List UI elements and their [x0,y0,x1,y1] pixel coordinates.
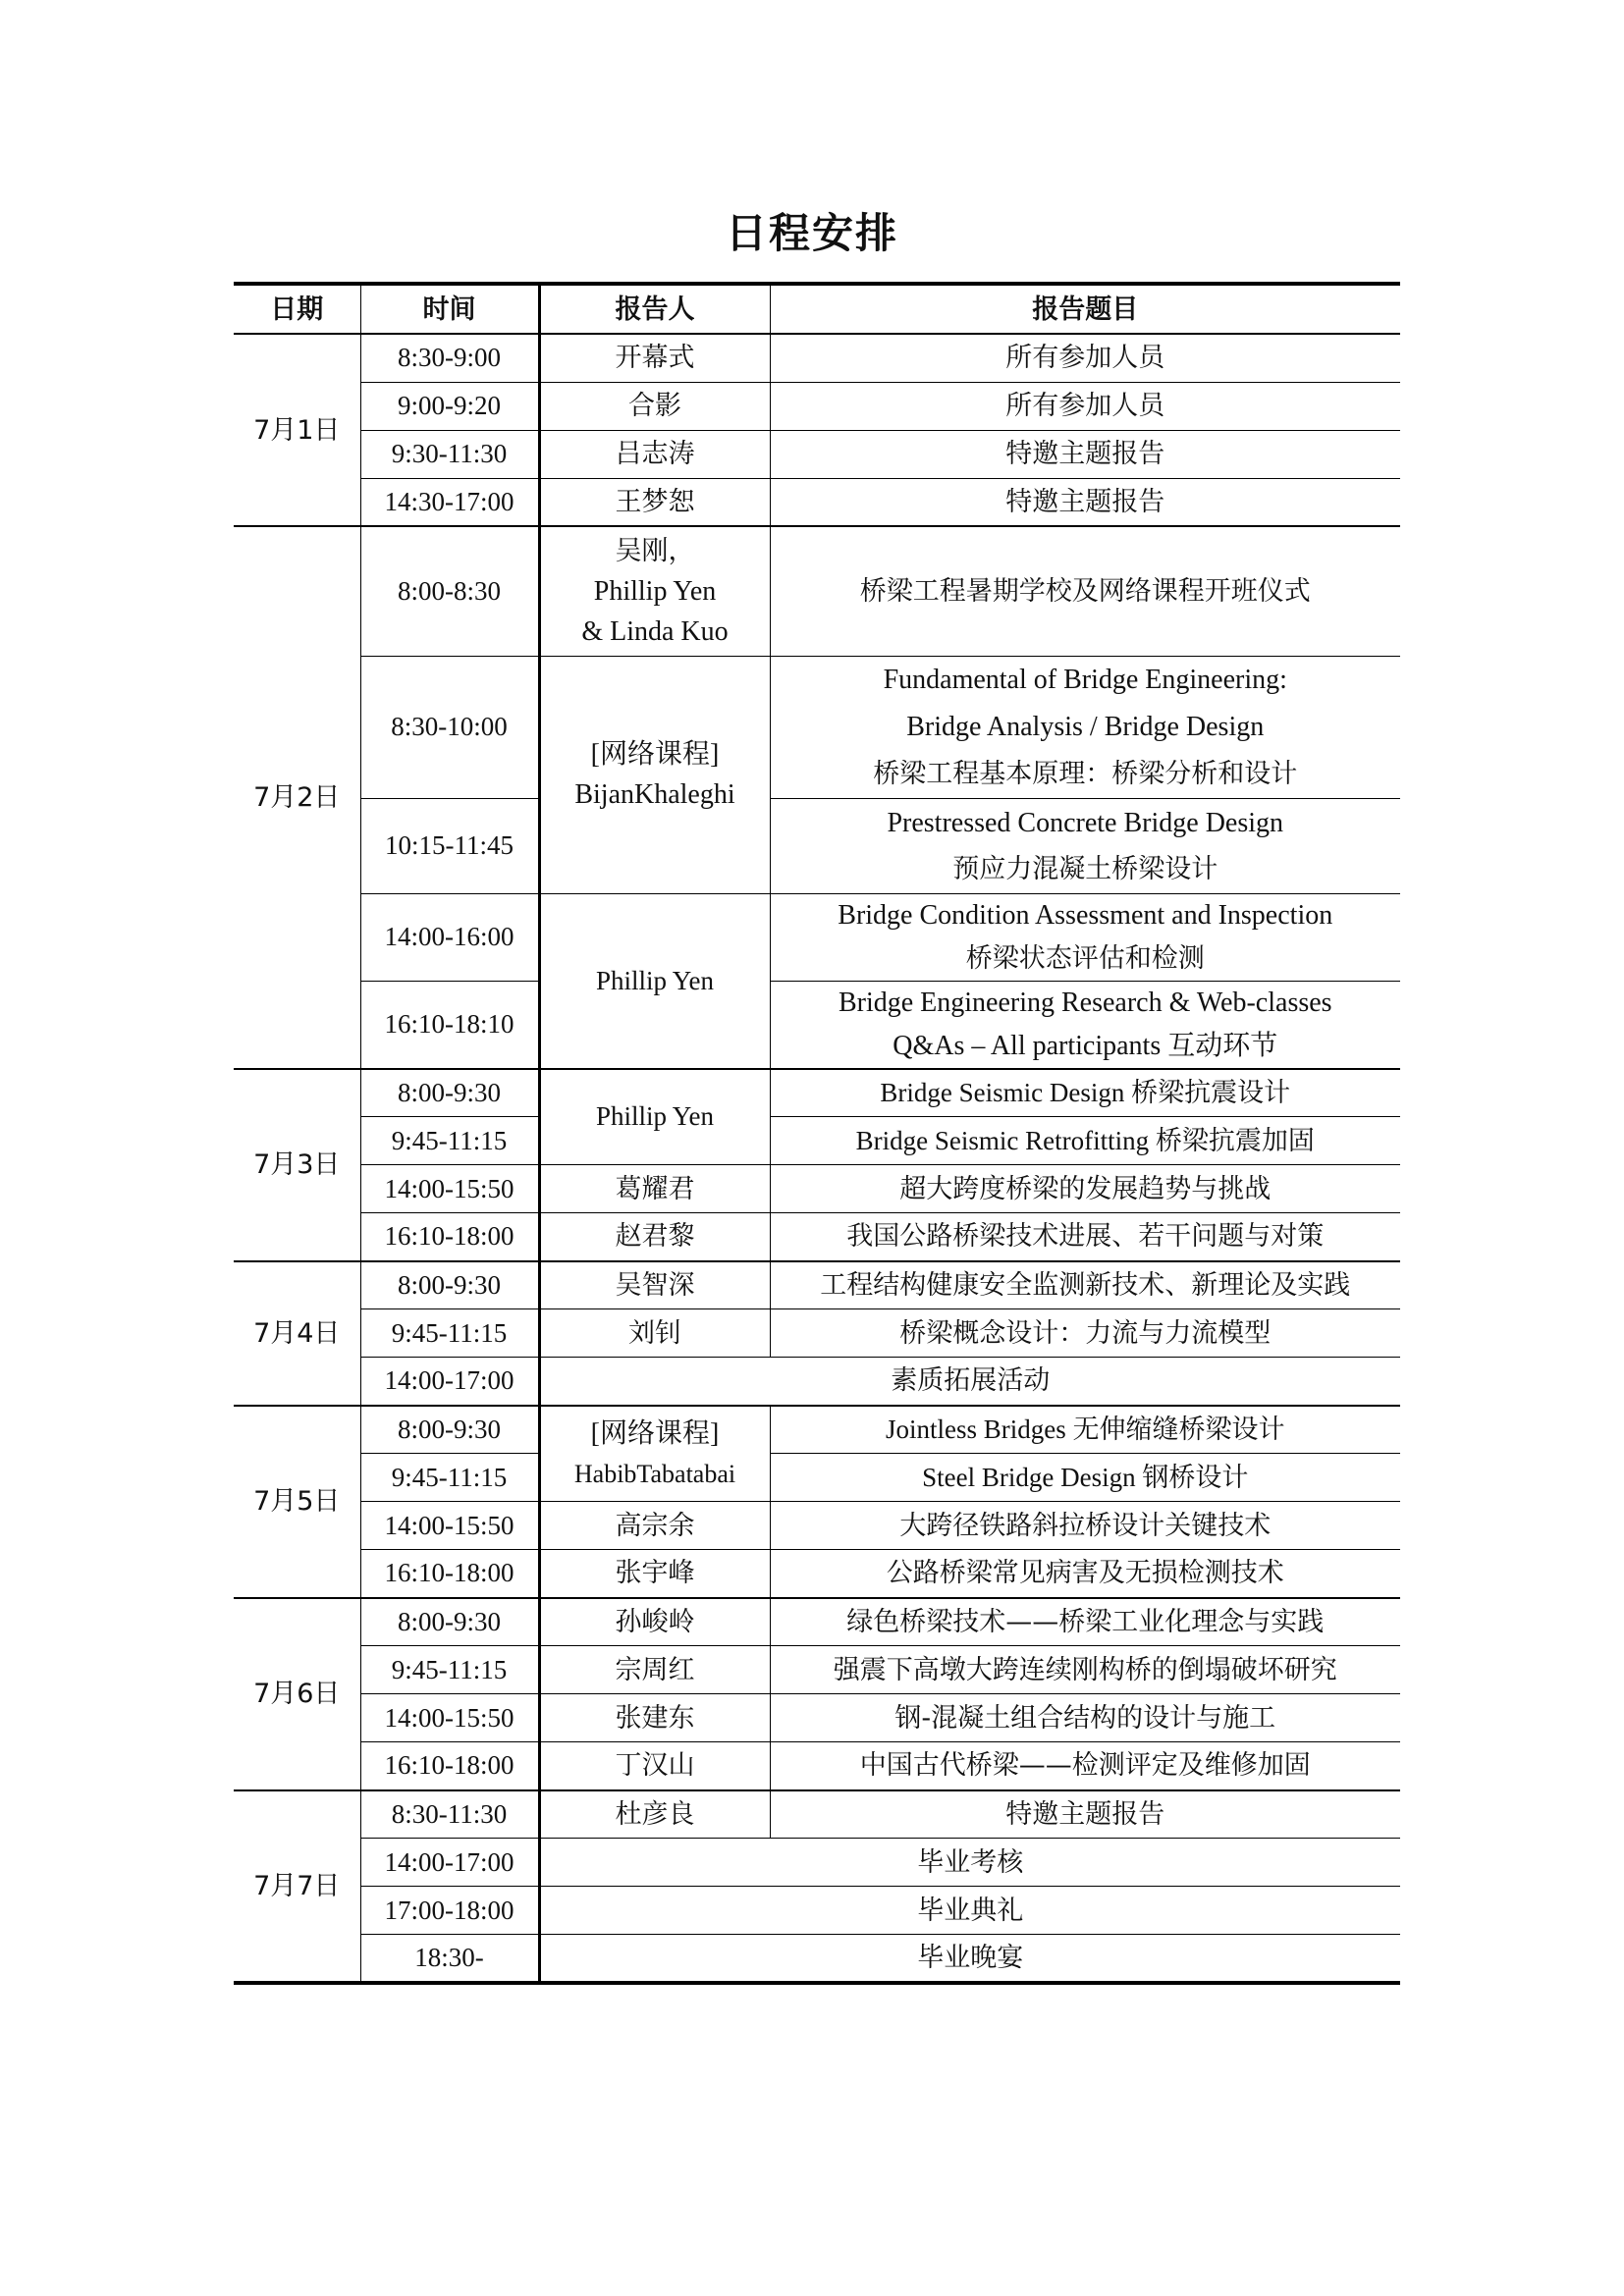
speaker-line: & Linda Kuo [581,615,729,647]
table-row [234,1550,1400,1598]
table-row [234,798,1400,893]
topic-cell: 桥梁工程暑期学校及网络课程开班仪式 [770,526,1400,656]
time-cell: 18:30- [360,1935,539,1983]
activity-cell: 素质拓展活动 [539,1358,1400,1406]
page-title: 日程安排 [725,209,898,257]
speaker-cell: Phillip Yen [539,1069,770,1165]
time-cell: 14:30-17:00 [360,478,539,526]
speaker-cell: 合影 [539,382,770,430]
topic-line: Bridge Analysis / Bridge Design [906,711,1265,742]
topic-line: Prestressed Concrete Bridge Design [887,807,1284,838]
speaker-cell: 高宗余 [539,1502,770,1550]
table-row [234,1790,1400,1839]
topic-line: 桥梁状态评估和检测 [965,942,1205,974]
speaker-line: BijanKhaleghi [574,779,735,810]
date-cell: 7月3日 [234,1069,360,1261]
speaker-line: [网络课程] [590,739,720,770]
speaker-cell: 张建东 [539,1694,770,1742]
speaker-cell: 开幕式 [539,334,770,382]
header-speaker: 报告人 [539,284,770,334]
time-cell: 10:15-11:45 [360,798,539,893]
topic-cell: 超大跨度桥梁的发展趋势与挑战 [770,1165,1400,1213]
topic-line: 预应力混凝土桥梁设计 [952,853,1218,884]
topic-cell: 工程结构健康安全监测新技术、新理论及实践 [770,1261,1400,1309]
table-row [234,1502,1400,1550]
table-row [234,1309,1400,1358]
topic-cell: 公路桥梁常见病害及无损检测技术 [770,1550,1400,1598]
date-cell: 7月1日 [234,334,360,526]
topic-line: Fundamental of Bridge Engineering: [883,664,1287,695]
speaker-line: [网络课程] [590,1417,720,1449]
speaker-line: 吴刚， [615,535,695,566]
table-row [234,1165,1400,1213]
speaker-cell: 孙峻岭 [539,1598,770,1646]
topic-line: 桥梁工程基本原理：桥梁分析和设计 [873,758,1298,789]
speaker-cell: 吕志涛 [539,430,770,478]
table-row [234,1358,1400,1406]
table-row [234,1117,1400,1165]
time-cell: 9:45-11:15 [360,1454,539,1502]
time-cell: 9:30-11:30 [360,430,539,478]
time-cell: 17:00-18:00 [360,1887,539,1935]
table-row [234,1646,1400,1694]
speaker-line: Phillip Yen [593,575,717,607]
table-row [234,981,1400,1069]
topic-cell: 我国公路桥梁技术进展、若干问题与对策 [770,1213,1400,1261]
speaker-cell [539,656,770,893]
activity-cell: 毕业典礼 [539,1887,1400,1935]
table-row [234,1069,1400,1117]
table-row [234,478,1400,526]
table-row [234,1887,1400,1935]
table-row [234,1454,1400,1502]
topic-cell: 大跨径铁路斜拉桥设计关键技术 [770,1502,1400,1550]
speaker-line: HabibTabatabai [573,1459,736,1488]
table-header-row [234,284,1400,334]
topic-line: Bridge Engineering Research & Web-classes [838,987,1332,1018]
speaker-cell: 丁汉山 [539,1742,770,1790]
table-row [234,1694,1400,1742]
topic-cell: 特邀主题报告 [770,478,1400,526]
date-cell: 7月5日 [234,1406,360,1598]
time-cell: 8:00-9:30 [360,1598,539,1646]
speaker-cell: 吴智深 [539,1261,770,1309]
topic-cell: 特邀主题报告 [770,430,1400,478]
speaker-cell: 王梦恕 [539,478,770,526]
time-cell: 8:00-8:30 [360,526,539,656]
table-row [234,1839,1400,1887]
time-cell: 14:00-16:00 [360,893,539,981]
time-cell: 8:00-9:30 [360,1406,539,1454]
topic-cell: Bridge Seismic Retrofitting 桥梁抗震加固 [770,1117,1400,1165]
topic-cell: 特邀主题报告 [770,1790,1400,1839]
topic-cell [770,798,1400,893]
table-row [234,382,1400,430]
date-cell: 7月6日 [234,1598,360,1790]
topic-cell: 中国古代桥梁——检测评定及维修加固 [770,1742,1400,1790]
date-cell: 7月2日 [234,526,360,1069]
time-cell: 16:10-18:10 [360,981,539,1069]
time-cell: 8:30-10:00 [360,656,539,798]
topic-cell: 强震下高墩大跨连续刚构桥的倒塌破坏研究 [770,1646,1400,1694]
time-cell: 8:00-9:30 [360,1261,539,1309]
speaker-cell [539,526,770,656]
speaker-cell: 刘钊 [539,1309,770,1358]
speaker-cell [539,1406,770,1502]
date-cell: 7月4日 [234,1261,360,1406]
time-cell: 8:00-9:30 [360,1069,539,1117]
table-row [234,526,1400,656]
topic-line: Bridge Condition Assessment and Inspection [838,899,1333,931]
time-cell: 14:00-15:50 [360,1694,539,1742]
topic-cell [770,893,1400,981]
date-cell: 7月7日 [234,1790,360,1983]
table-row [234,893,1400,981]
topic-line: Q&As – All participants 互动环节 [893,1030,1278,1061]
time-cell: 16:10-18:00 [360,1213,539,1261]
activity-cell: 毕业考核 [539,1839,1400,1887]
speaker-cell: 杜彦良 [539,1790,770,1839]
table-row [234,656,1400,798]
time-cell: 14:00-17:00 [360,1839,539,1887]
topic-cell [770,981,1400,1069]
time-cell: 9:45-11:15 [360,1309,539,1358]
time-cell: 16:10-18:00 [360,1742,539,1790]
time-cell: 14:00-15:50 [360,1165,539,1213]
table-row [234,1406,1400,1454]
time-cell: 14:00-15:50 [360,1502,539,1550]
activity-cell: 毕业晚宴 [539,1935,1400,1983]
topic-cell [770,656,1400,798]
time-cell: 14:00-17:00 [360,1358,539,1406]
table-row [234,1742,1400,1790]
speaker-cell: 宗周红 [539,1646,770,1694]
header-topic: 报告题目 [770,284,1400,334]
table-row [234,430,1400,478]
time-cell: 8:30-11:30 [360,1790,539,1839]
header-time: 时间 [360,284,539,334]
topic-cell: Steel Bridge Design 钢桥设计 [770,1454,1400,1502]
table-row [234,1935,1400,1983]
time-cell: 9:00-9:20 [360,382,539,430]
topic-cell: 钢-混凝土组合结构的设计与施工 [770,1694,1400,1742]
topic-cell: 桥梁概念设计：力流与力流模型 [770,1309,1400,1358]
time-cell: 9:45-11:15 [360,1646,539,1694]
time-cell: 16:10-18:00 [360,1550,539,1598]
table-row [234,1598,1400,1646]
topic-cell: Jointless Bridges 无伸缩缝桥梁设计 [770,1406,1400,1454]
header-date: 日期 [234,284,360,334]
table-row [234,334,1400,382]
speaker-cell: 葛耀君 [539,1165,770,1213]
speaker-cell: 张宇峰 [539,1550,770,1598]
table-row [234,1261,1400,1309]
table-row [234,1213,1400,1261]
topic-cell: 绿色桥梁技术——桥梁工业化理念与实践 [770,1598,1400,1646]
topic-cell: Bridge Seismic Design 桥梁抗震设计 [770,1069,1400,1117]
topic-cell: 所有参加人员 [770,334,1400,382]
time-cell: 8:30-9:00 [360,334,539,382]
speaker-cell: 赵君黎 [539,1213,770,1261]
schedule-table [234,282,1400,1985]
speaker-cell: Phillip Yen [539,893,770,1069]
topic-cell: 所有参加人员 [770,382,1400,430]
time-cell: 9:45-11:15 [360,1117,539,1165]
